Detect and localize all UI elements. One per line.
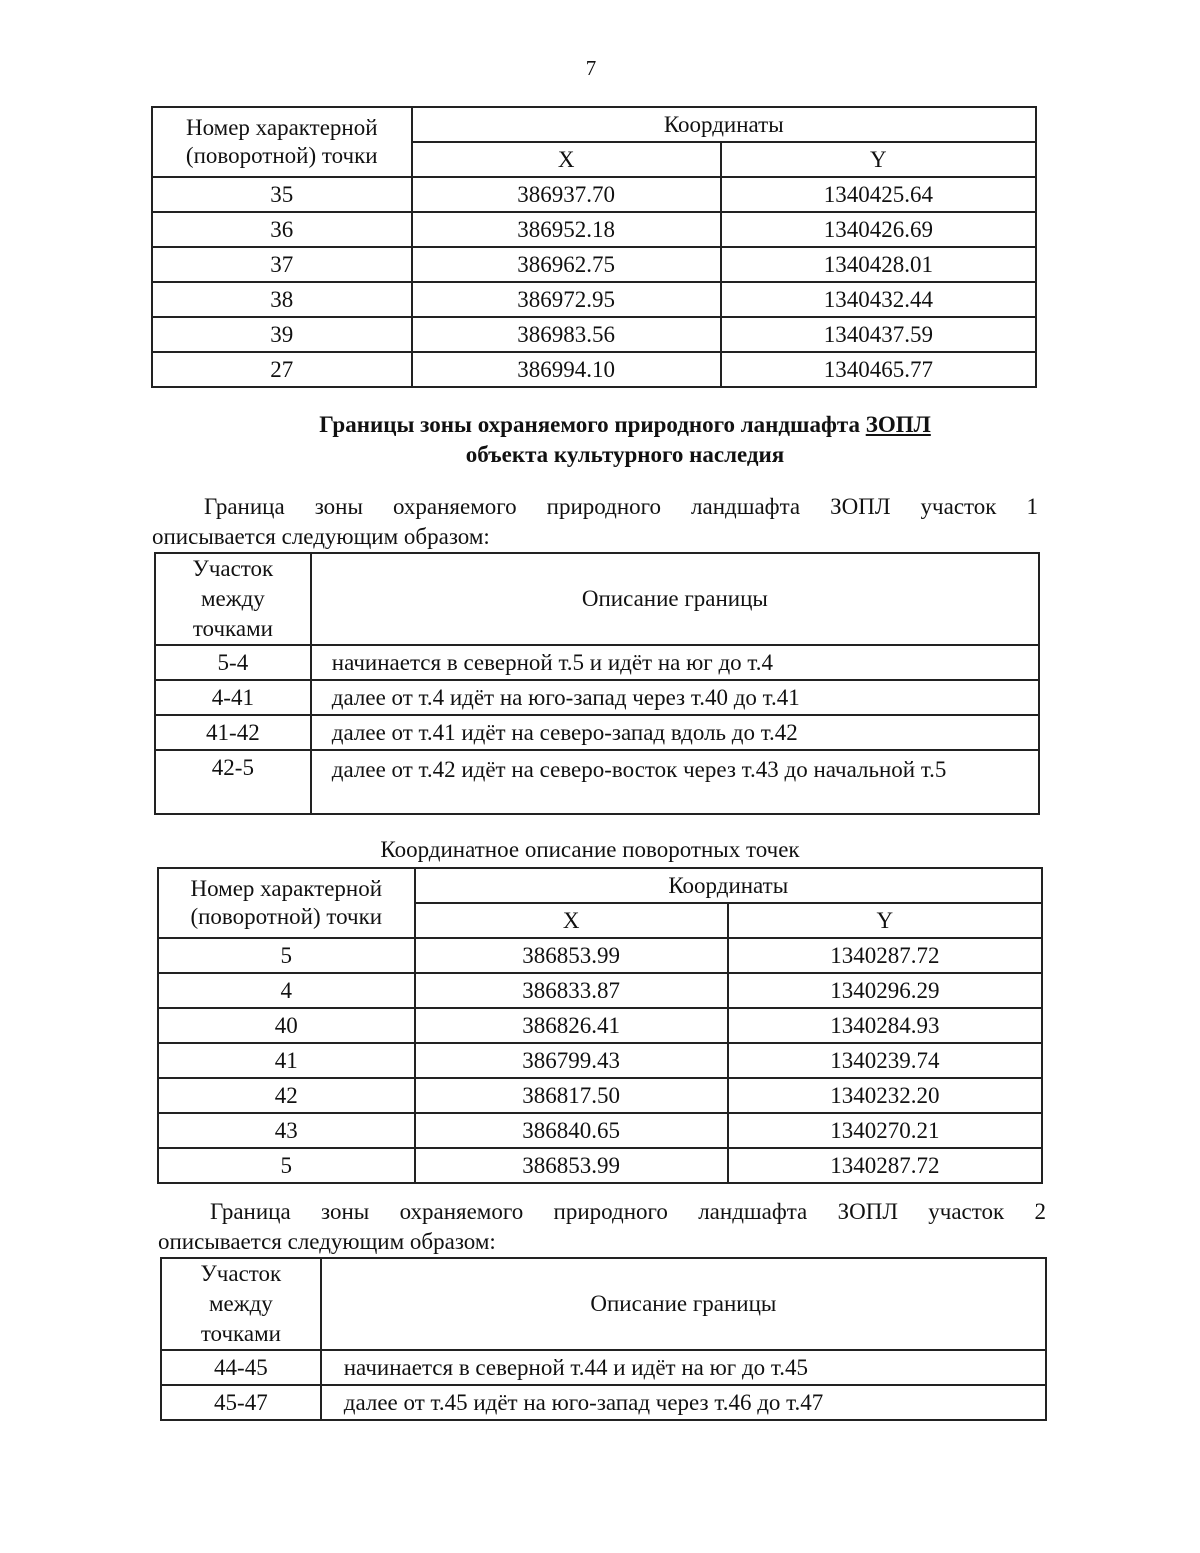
coordinates-table-2 [157, 867, 1043, 1184]
table-cell: 386826.41 [415, 1008, 728, 1043]
header-x: X [415, 903, 728, 938]
boundary-description-table-2 [160, 1257, 1047, 1421]
table-cell: 43 [158, 1113, 415, 1148]
table-cell: 1340287.72 [728, 938, 1042, 973]
table-cell: 1340428.01 [721, 247, 1036, 282]
header-point: Номер характерной (поворотной) точки [152, 107, 412, 177]
header-section: Участок между точками [155, 553, 311, 645]
heading-line-1: Границы зоны охраняемого природного ландшафта ЗОПЛ [319, 412, 931, 437]
table-row [152, 282, 1036, 317]
table-cell: 41 [158, 1043, 415, 1078]
table-cell: 1340432.44 [721, 282, 1036, 317]
table-cell: 27 [152, 352, 412, 387]
coordinates-table-1 [151, 106, 1037, 388]
table-cell: 386983.56 [412, 317, 721, 352]
paragraph-section-1: Граница зоны охраняемого природного ландшафта ЗОПЛ участок 1 описывается следующим образом: [152, 494, 1038, 549]
table-row [158, 1008, 1042, 1043]
table-cell: 40 [158, 1008, 415, 1043]
table-cell: 1340296.29 [728, 973, 1042, 1008]
table-cell: 1340465.77 [721, 352, 1036, 387]
table-row [152, 317, 1036, 352]
table-cell: начинается в северной т.5 и идёт на юг до т.4 [311, 645, 1039, 680]
table-row [158, 1113, 1042, 1148]
table-cell: начинается в северной т.44 и идёт на юг до т.45 [321, 1350, 1046, 1385]
table-cell: 386972.95 [412, 282, 721, 317]
header-point: Номер характерной (поворотной) точки [158, 868, 415, 938]
table-cell: 5 [158, 938, 415, 973]
table-row [158, 1148, 1042, 1183]
table-cell: 37 [152, 247, 412, 282]
table-cell: 386853.99 [415, 938, 728, 973]
table-row [155, 680, 1039, 715]
table-cell: 386853.99 [415, 1148, 728, 1183]
table-cell: далее от т.4 идёт на юго-запад через т.40 до т.41 [311, 680, 1039, 715]
table-cell: 41-42 [155, 715, 311, 750]
header-description: Описание границы [311, 553, 1039, 645]
table-cell: 39 [152, 317, 412, 352]
table-row [158, 938, 1042, 973]
table-cell: 1340270.21 [728, 1113, 1042, 1148]
header-section: Участок между точками [161, 1258, 321, 1350]
table-cell: далее от т.41 идёт на северо-запад вдоль до т.42 [311, 715, 1039, 750]
table-cell: 42-5 [155, 750, 311, 814]
header-y: Y [728, 903, 1042, 938]
table-cell: 42 [158, 1078, 415, 1113]
header-description: Описание границы [321, 1258, 1046, 1350]
table-row [155, 750, 1039, 814]
table-cell: 4-41 [155, 680, 311, 715]
table-cell: 1340232.20 [728, 1078, 1042, 1113]
table-cell: 35 [152, 177, 412, 212]
table-cell: 5-4 [155, 645, 311, 680]
table-row [152, 247, 1036, 282]
table-row [152, 212, 1036, 247]
coordinates-caption: Координатное описание поворотных точек [380, 837, 800, 862]
table-cell: 44-45 [161, 1350, 321, 1385]
page-number: 7 [585, 56, 597, 80]
table-cell: 386937.70 [412, 177, 721, 212]
table-cell: 5 [158, 1148, 415, 1183]
table-row [158, 1078, 1042, 1113]
table-cell: 386994.10 [412, 352, 721, 387]
table-cell: 1340287.72 [728, 1148, 1042, 1183]
table-row [155, 645, 1039, 680]
table-cell: 1340437.59 [721, 317, 1036, 352]
header-coordinates: Координаты [412, 107, 1036, 142]
boundary-description-table-1 [154, 552, 1040, 815]
heading-line-2: объекта культурного наследия [465, 442, 785, 467]
table-cell: далее от т.42 идёт на северо-восток через т.43 до начальной т.5 [311, 750, 1039, 814]
section-heading [0, 410, 1200, 470]
table-row [161, 1350, 1046, 1385]
table-cell: 4 [158, 973, 415, 1008]
table-cell: 386817.50 [415, 1078, 728, 1113]
table-row [155, 715, 1039, 750]
table-cell: 1340426.69 [721, 212, 1036, 247]
table-cell: 386962.75 [412, 247, 721, 282]
table-cell: 38 [152, 282, 412, 317]
table-cell: 1340284.93 [728, 1008, 1042, 1043]
table-cell: 386833.87 [415, 973, 728, 1008]
header-coordinates: Координаты [415, 868, 1042, 903]
table-row [161, 1385, 1046, 1420]
table-row [152, 177, 1036, 212]
table-cell: 45-47 [161, 1385, 321, 1420]
table-cell: далее от т.45 идёт на юго-запад через т.46 до т.47 [321, 1385, 1046, 1420]
table-cell: 386799.43 [415, 1043, 728, 1078]
table-row [158, 973, 1042, 1008]
table-cell: 386840.65 [415, 1113, 728, 1148]
paragraph-section-2: Граница зоны охраняемого природного ландшафта ЗОПЛ участок 2 описывается следующим образом: [158, 1199, 1046, 1254]
table-cell: 386952.18 [412, 212, 721, 247]
table-row [158, 1043, 1042, 1078]
header-y: Y [721, 142, 1036, 177]
table-cell: 1340425.64 [721, 177, 1036, 212]
table-cell: 36 [152, 212, 412, 247]
table-cell: 1340239.74 [728, 1043, 1042, 1078]
table-row [152, 352, 1036, 387]
header-x: X [412, 142, 721, 177]
